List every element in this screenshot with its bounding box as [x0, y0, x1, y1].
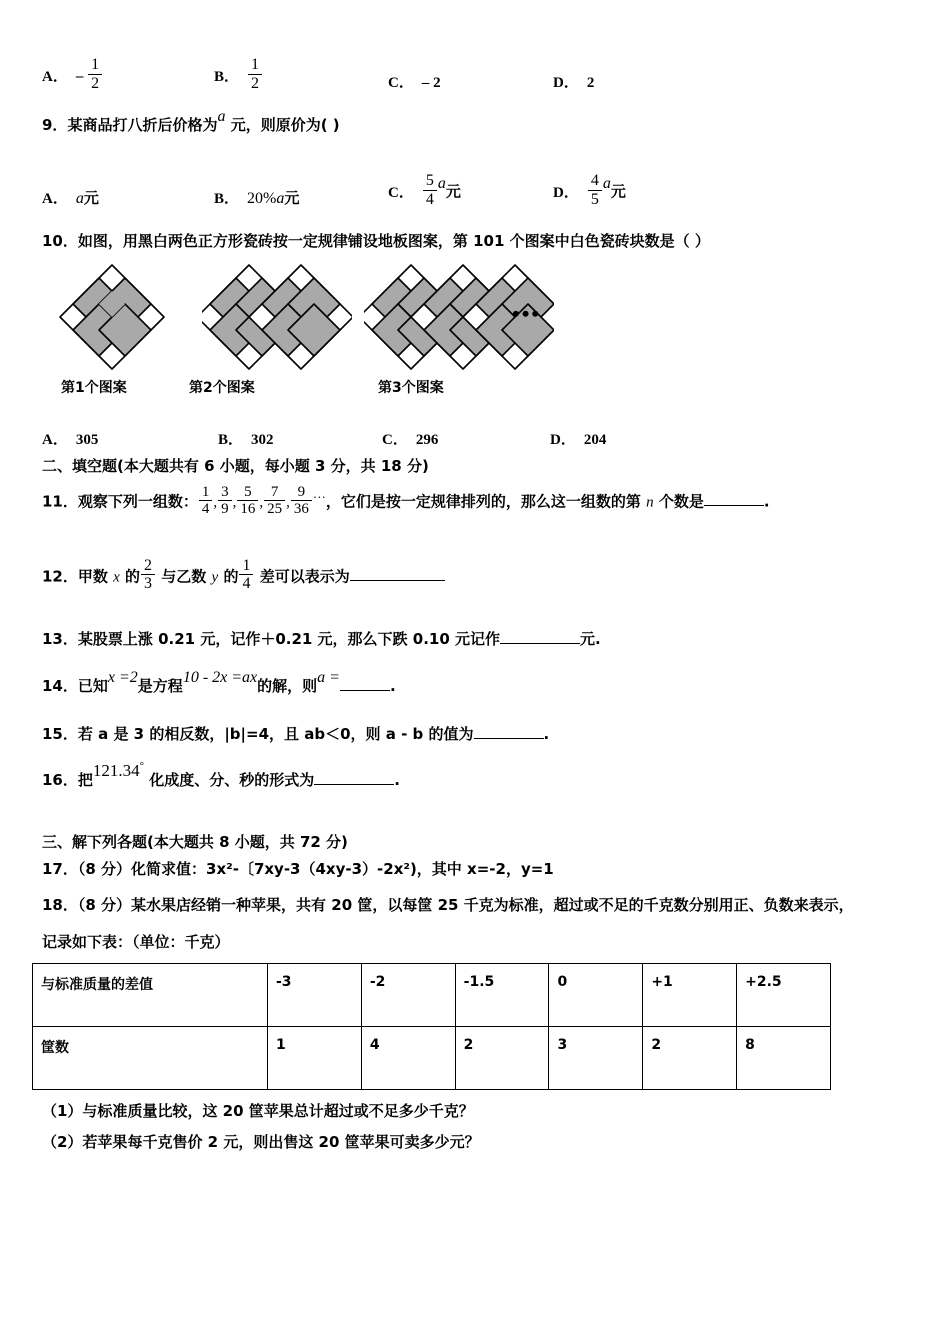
q9-option-d-fraction	[588, 172, 602, 208]
q9-option-a-label: A．	[42, 191, 68, 207]
table-cell: 3	[549, 1027, 643, 1090]
table-cell: +1	[643, 964, 737, 1027]
q11-answer-blank[interactable]	[704, 491, 764, 506]
q18-line-1: （8 分）某水果店经销一种苹果，共有 20 筐，以每筐 25 千克为标准，超过或不足的千克数分别用正、负数来表示，	[77, 896, 854, 915]
section-2-heading: 二、填空题(本大题共有 6 小题，每小题 3 分，共 18 分)	[42, 456, 429, 475]
q9-option-a-unit: 元	[83, 189, 99, 207]
question-18-stem-line-1	[42, 894, 908, 917]
q18-line-2: 记录如下表：（单位：千克）	[42, 932, 230, 951]
q9-options-row	[42, 152, 908, 208]
question-15-stem	[42, 723, 908, 746]
q11-term-5	[291, 484, 312, 517]
q9-option-a-variable: a	[75, 190, 84, 207]
q10-figure-labels	[42, 377, 908, 403]
q13-number: 13．	[42, 630, 78, 649]
q16-text-end: .	[394, 771, 400, 790]
q14-answer-blank[interactable]	[340, 676, 390, 691]
q10-option-b-label: B．	[218, 431, 244, 448]
q10-option-d-label: D．	[550, 431, 576, 448]
q10-option-d[interactable]	[550, 428, 606, 449]
table-cell: 4	[361, 1027, 455, 1090]
q17-text: （8 分）化简求值：3x²-〔7xy-3（4xy-3）-2x²)，其中 x=-2，y=1	[77, 859, 554, 878]
q16-number: 16．	[42, 771, 78, 790]
fraction-denominator: 2	[248, 74, 262, 92]
fraction-denominator: 4	[199, 500, 213, 517]
q10-option-c-value: 296	[415, 431, 439, 448]
q10-option-b[interactable]	[218, 428, 274, 449]
q14-text-1: 已知	[77, 676, 108, 695]
fraction-denominator: 25	[264, 500, 285, 517]
q16-text-1: 把	[77, 771, 93, 790]
table-cell: 2	[455, 1027, 549, 1090]
q9-text-before: 某商品打八折后价格为	[67, 116, 218, 134]
fraction-denominator: 16	[237, 500, 258, 517]
q9-number: 9．	[42, 116, 68, 134]
table-cell: 8	[737, 1027, 831, 1090]
q14-equation-2: 10 - 2x =ax	[182, 668, 258, 686]
q10-number: 10．	[42, 232, 78, 250]
q12-variable-y: y	[211, 569, 219, 586]
q13-answer-blank[interactable]	[500, 629, 580, 644]
q15-text: 若 a 是 3 的相反数，|b|=4，且 ab＜0，则 a - b 的值为	[77, 724, 474, 743]
question-14-stem	[42, 668, 908, 699]
q12-text-5: 差可以表示为	[259, 567, 350, 586]
table-row	[33, 1027, 831, 1090]
q9-text-after: 元，则原价为( )	[230, 116, 340, 134]
fraction-numerator: 1	[91, 56, 100, 74]
figure-2-label: 第2个图案	[189, 379, 255, 396]
q12-answer-blank[interactable]	[350, 566, 445, 581]
q11-text-before: 观察下列一组数：	[77, 491, 198, 510]
q8-option-d-label: D．	[553, 75, 579, 91]
q12-fraction-1	[141, 557, 155, 593]
fraction-numerator: 2	[144, 556, 153, 574]
q8-option-a[interactable]	[42, 56, 103, 92]
q9-option-b[interactable]	[214, 187, 299, 208]
q9-option-b-variable: a	[276, 190, 285, 207]
q10-option-c[interactable]	[382, 428, 438, 449]
q11-number: 11．	[42, 491, 78, 510]
fraction-numerator: 1	[242, 556, 251, 574]
table-cell: -3	[268, 964, 362, 1027]
section-3-heading: 三、解下列各题(本大题共 8 小题，共 72 分)	[42, 832, 348, 851]
fraction-denominator: 4	[239, 574, 253, 592]
page-content	[42, 0, 908, 1152]
degree-icon: °	[139, 760, 145, 773]
table-row-header: 与标准质量的差值	[33, 964, 268, 1027]
figure-3-label: 第3个图案	[378, 379, 444, 396]
q18-sub-question-1: （1）与标准质量比较，这 20 筐苹果总计超过或不足多少千克？	[42, 1102, 474, 1121]
q8-options-row	[42, 30, 908, 92]
q8-option-b[interactable]	[214, 56, 263, 92]
q8-option-c-value: – 2	[421, 75, 441, 91]
q8-option-d[interactable]	[553, 71, 594, 92]
fraction-denominator: 5	[588, 190, 602, 208]
q10-options-row	[42, 417, 908, 449]
q10-option-c-label: C．	[382, 431, 408, 448]
q11-variable: n	[646, 493, 654, 510]
table-cell: +2.5	[737, 964, 831, 1027]
q14-number: 14．	[42, 676, 78, 695]
q15-text-end: .	[543, 724, 550, 743]
q8-option-c[interactable]	[388, 71, 441, 92]
fraction-numerator: 5	[244, 483, 252, 500]
q11-sequence-ellipsis: …	[312, 485, 326, 501]
q12-text-3: 与乙数	[161, 567, 207, 586]
tile-pattern-1	[52, 261, 172, 377]
q12-text-4: 的	[223, 567, 239, 586]
table-cell: 1	[268, 1027, 362, 1090]
q16-text-2: 化成度、分、秒的形式为	[149, 771, 315, 790]
table-cell: -1.5	[455, 964, 549, 1027]
fraction-numerator: 9	[297, 483, 306, 500]
figure-1-label: 第1个图案	[61, 379, 127, 396]
q14-text-2: 是方程	[137, 676, 183, 695]
question-11-stem	[42, 484, 908, 517]
q13-text: 某股票上涨 0.21 元，记作＋0.21 元，那么下跌 0.10 元记作	[77, 630, 501, 649]
q14-equation-1: x =2	[107, 668, 138, 686]
q11-text-end: .	[763, 491, 770, 510]
q13-text-end: 元.	[580, 630, 601, 649]
table-cell: 0	[549, 964, 643, 1027]
q9-option-d[interactable]	[553, 172, 626, 208]
q9-option-d-label: D．	[553, 184, 579, 201]
q10-option-d-value: 204	[583, 431, 607, 448]
tile-pattern-2	[202, 261, 352, 377]
q14-text-end: .	[389, 676, 396, 695]
q10-option-b-value: 302	[251, 431, 274, 448]
question-9-stem	[42, 108, 908, 138]
fraction-denominator: 9	[218, 500, 232, 517]
q15-answer-blank[interactable]	[474, 724, 544, 739]
question-17-stem	[42, 858, 908, 881]
q11-term-3	[237, 484, 258, 517]
q12-number: 12．	[42, 567, 78, 586]
question-16-stem	[42, 760, 908, 793]
q10-text: 如图，用黑白两色正方形瓷砖按一定规律铺设地板图案，第 101 个图案中白色瓷砖块数是（ ）	[77, 232, 710, 250]
q9-option-d-variable: a	[602, 174, 611, 192]
q9-option-a[interactable]	[42, 187, 99, 208]
q11-term-4	[264, 484, 285, 517]
table-row	[33, 964, 831, 1027]
q8-option-a-sign: –	[75, 68, 88, 85]
ellipsis-indicator: •••	[512, 300, 542, 326]
q12-text-1: 甲数	[77, 567, 108, 586]
q11-term-2	[218, 484, 232, 517]
question-13-stem	[42, 628, 908, 651]
fraction-numerator: 5	[425, 172, 434, 190]
q18-sub-question-2: （2）若苹果每千克售价 2 元，则出售这 20 筐苹果可卖多少元？	[42, 1133, 480, 1152]
question-18-stem-line-2	[42, 931, 908, 954]
fraction-numerator: 1	[201, 483, 210, 500]
table-cell: 2	[643, 1027, 737, 1090]
q9-option-b-unit: 元	[284, 189, 300, 207]
sequence-separator: ,	[232, 493, 237, 510]
q9-option-c-variable: a	[437, 174, 446, 192]
q17-number: 17．	[42, 859, 78, 878]
q9-option-b-percent: 20%	[247, 190, 277, 207]
q12-fraction-2	[239, 557, 253, 593]
q8-option-a-fraction	[88, 56, 102, 92]
q15-number: 15．	[42, 724, 78, 743]
q9-option-d-unit: 元	[610, 182, 626, 201]
q10-option-a-label: A．	[42, 431, 68, 448]
q10-option-a-value: 305	[75, 431, 99, 448]
apple-weights-table	[32, 963, 831, 1090]
fraction-denominator: 2	[88, 74, 102, 92]
q9-option-c-unit: 元	[445, 182, 461, 201]
fraction-numerator: 1	[251, 56, 260, 74]
fraction-numerator: 4	[590, 172, 599, 190]
q8-option-b-label: B．	[214, 68, 240, 85]
q10-figure-row	[42, 259, 908, 377]
q8-option-c-label: C．	[388, 75, 414, 91]
q10-option-a[interactable]	[42, 428, 98, 449]
q9-variable: a	[217, 108, 226, 125]
q9-option-b-label: B．	[214, 191, 240, 207]
q9-option-c[interactable]	[388, 172, 461, 208]
fraction-denominator: 3	[141, 574, 155, 592]
q9-option-c-fraction	[423, 172, 437, 208]
sequence-separator: ,	[259, 493, 264, 510]
q8-option-d-value: 2	[586, 75, 595, 91]
question-12-stem	[42, 557, 908, 593]
sequence-separator: ,	[213, 493, 218, 510]
q9-option-c-label: C．	[388, 184, 414, 201]
q18-number: 18．	[42, 896, 78, 915]
q11-text-after-2: 个数是	[658, 491, 704, 510]
q14-text-3: 的解，则	[257, 676, 318, 695]
q16-angle-value: 121.34	[92, 761, 140, 781]
q8-option-b-fraction	[248, 56, 262, 92]
fraction-numerator: 3	[221, 483, 229, 500]
sequence-separator: ,	[286, 493, 290, 510]
table-cell: -2	[361, 964, 455, 1027]
q16-answer-blank[interactable]	[314, 770, 394, 785]
q12-variable-x: x	[113, 569, 120, 586]
q11-term-1	[199, 484, 213, 517]
q8-option-a-label: A．	[42, 68, 68, 85]
fraction-numerator: 7	[270, 483, 279, 500]
table-row-header: 筐数	[33, 1027, 268, 1090]
fraction-denominator: 4	[423, 190, 437, 208]
q11-text-after-1: ，它们是按一定规律排列的，那么这一组数的第	[325, 491, 641, 510]
question-10-stem	[42, 230, 908, 253]
q14-equation-3: a =	[317, 668, 340, 686]
fraction-denominator: 36	[291, 500, 312, 517]
q12-text-2: 的	[125, 567, 141, 586]
